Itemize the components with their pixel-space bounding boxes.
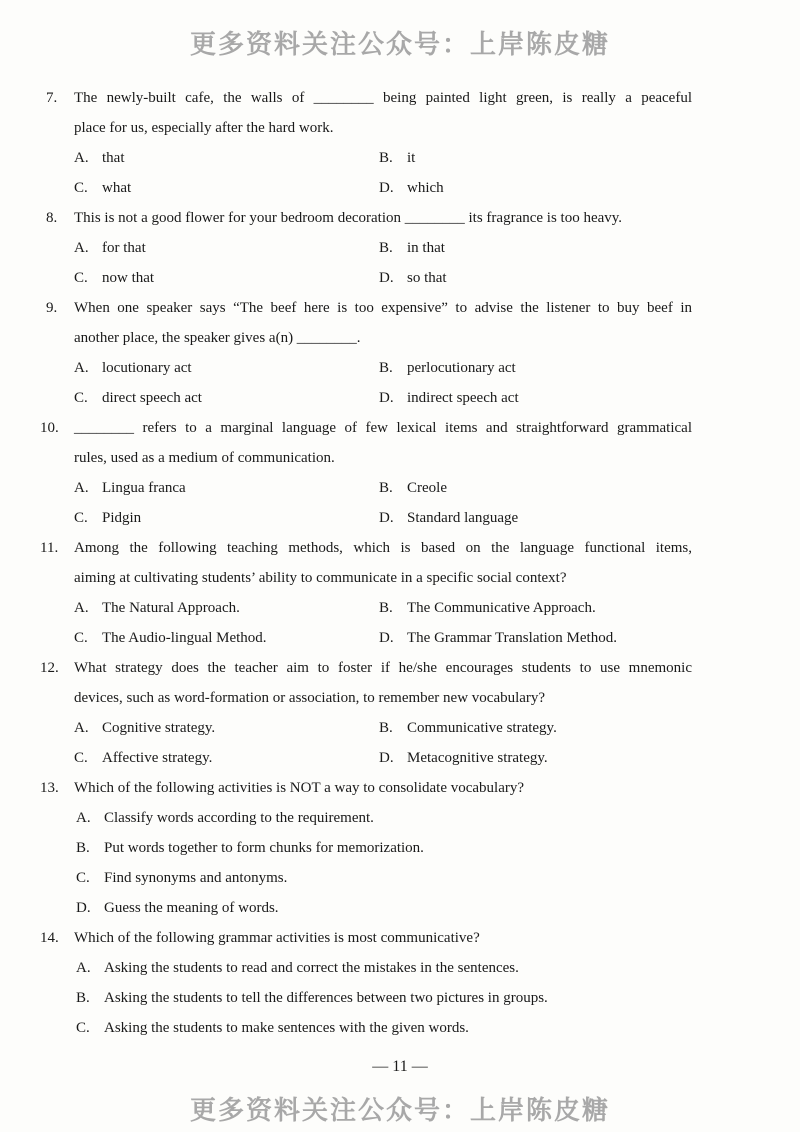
option-text: indirect speech act (407, 390, 519, 406)
option-text: Affective strategy. (102, 750, 213, 766)
options-row (0, 143, 800, 173)
option-text: Asking the students to tell the differences between two pictures in groups. (104, 990, 548, 1006)
option-text: Put words together to form chunks for memorization. (104, 840, 424, 856)
option-text: Standard language (407, 510, 519, 526)
option-text: Find synonyms and antonyms. (104, 870, 288, 886)
option-b (379, 473, 447, 503)
option-letter: C. (76, 870, 90, 886)
question-text: The newly-built cafe, the walls of ________ being painted light green, is really a peaceful (74, 90, 692, 106)
question-text: aiming at cultivating students’ ability to communicate in a specific social context? (74, 570, 567, 586)
option-b (76, 983, 548, 1013)
question-number: 7. (46, 90, 58, 106)
options-row (0, 713, 800, 743)
options-row (0, 863, 800, 893)
options-row (0, 263, 800, 293)
option-letter: C. (74, 270, 88, 286)
option-a (74, 143, 125, 173)
option-letter: B. (379, 360, 393, 376)
question-line (0, 923, 800, 953)
question-text: Among the following teaching methods, which is based on the language functional items, (74, 540, 692, 556)
question-10 (0, 413, 800, 533)
option-letter: C. (74, 750, 88, 766)
option-text: Pidgin (102, 510, 142, 526)
options-row (0, 803, 800, 833)
option-letter: A. (74, 150, 89, 166)
option-text: direct speech act (102, 390, 202, 406)
question-line (0, 203, 800, 233)
options-row (0, 623, 800, 653)
option-text: that (102, 150, 125, 166)
options-row (0, 383, 800, 413)
option-text: The Natural Approach. (102, 600, 240, 616)
question-line (0, 413, 800, 443)
question-line (0, 293, 800, 323)
option-b (379, 713, 557, 743)
question-text: Which of the following grammar activities is most communicative? (74, 930, 480, 946)
option-a (76, 803, 374, 833)
question-line (0, 323, 800, 353)
question-14 (0, 923, 800, 1043)
option-letter: A. (74, 240, 89, 256)
option-b (379, 233, 445, 263)
question-text: What strategy does the teacher aim to foster if he/she encourages students to use mnemonic (74, 660, 692, 676)
option-c (74, 173, 131, 203)
option-letter: B. (379, 480, 393, 496)
option-text: Asking the students to make sentences with the given words. (104, 1020, 469, 1036)
question-number: 12. (40, 660, 59, 676)
option-b (379, 143, 415, 173)
option-text: Cognitive strategy. (102, 720, 216, 736)
options-row (0, 353, 800, 383)
option-letter: B. (76, 840, 90, 856)
question-text: rules, used as a medium of communication. (74, 450, 335, 466)
option-text: The Communicative Approach. (407, 600, 596, 616)
question-text: place for us, especially after the hard work. (74, 120, 334, 136)
option-letter: A. (76, 960, 91, 976)
question-line (0, 683, 800, 713)
option-text: The Audio-lingual Method. (102, 630, 267, 646)
option-letter: C. (74, 630, 88, 646)
question-text: another place, the speaker gives a(n) ________. (74, 330, 361, 346)
option-b (76, 833, 424, 863)
option-letter: B. (379, 720, 393, 736)
option-d (76, 893, 279, 923)
option-text: now that (102, 270, 155, 286)
question-number: 9. (46, 300, 58, 316)
option-letter: B. (379, 600, 393, 616)
option-text: Lingua franca (102, 480, 186, 496)
question-line (0, 443, 800, 473)
options-row (0, 983, 800, 1013)
option-a (74, 713, 215, 743)
option-c (74, 383, 202, 413)
question-text: Which of the following activities is NOT a way to consolidate vocabulary? (74, 780, 525, 796)
option-a (74, 593, 240, 623)
option-letter: C. (74, 390, 88, 406)
options-row (0, 173, 800, 203)
option-d (379, 623, 617, 653)
question-list (0, 83, 800, 1043)
option-text: it (407, 150, 416, 166)
option-c (74, 263, 154, 293)
options-row (0, 593, 800, 623)
option-letter: A. (74, 720, 89, 736)
option-d (379, 503, 518, 533)
option-letter: C. (76, 1020, 90, 1036)
page-number: — 11 — (372, 1058, 428, 1075)
option-d (379, 263, 447, 293)
question-11 (0, 533, 800, 653)
option-c (76, 863, 287, 893)
option-text: locutionary act (102, 360, 192, 376)
option-text: so that (407, 270, 447, 286)
options-row (0, 833, 800, 863)
option-text: in that (407, 240, 445, 256)
option-letter: D. (379, 270, 394, 286)
option-text: Guess the meaning of words. (104, 900, 279, 916)
option-letter: B. (379, 150, 393, 166)
option-text: Creole (407, 480, 447, 496)
question-12 (0, 653, 800, 773)
options-row (0, 953, 800, 983)
option-text: Communicative strategy. (407, 720, 557, 736)
option-b (379, 353, 516, 383)
option-b (379, 593, 596, 623)
option-c (74, 743, 212, 773)
options-row (0, 503, 800, 533)
option-letter: A. (76, 810, 91, 826)
question-text: When one speaker says “The beef here is too expensive” to advise the listener to buy beef in (74, 300, 692, 316)
question-line (0, 533, 800, 563)
option-letter: D. (379, 180, 394, 196)
question-number: 14. (40, 930, 59, 946)
option-text: Asking the students to read and correct the mistakes in the sentences. (104, 960, 519, 976)
question-line (0, 113, 800, 143)
option-text: perlocutionary act (407, 360, 516, 376)
option-text: Classify words according to the requirement. (104, 810, 374, 826)
question-line (0, 563, 800, 593)
option-letter: D. (379, 630, 394, 646)
option-letter: A. (74, 480, 89, 496)
watermark-header: 更多资料关注公众号：上岸陈皮糖 (189, 30, 610, 60)
options-row (0, 893, 800, 923)
question-number: 13. (40, 780, 59, 796)
question-text: This is not a good flower for your bedroom decoration ________ its fragrance is too heavy. (74, 210, 623, 226)
option-a (74, 473, 186, 503)
question-13 (0, 773, 800, 923)
option-letter: D. (76, 900, 91, 916)
question-7 (0, 83, 800, 203)
option-a (74, 233, 146, 263)
question-line (0, 773, 800, 803)
option-text: The Grammar Translation Method. (407, 630, 617, 646)
question-9 (0, 293, 800, 413)
question-line (0, 653, 800, 683)
question-8 (0, 203, 800, 293)
option-a (76, 953, 519, 983)
option-d (379, 743, 548, 773)
option-a (74, 353, 192, 383)
option-c (74, 623, 267, 653)
question-text: ________ refers to a marginal language of few lexical items and straightforward grammatical (74, 420, 692, 436)
options-row (0, 1013, 800, 1043)
question-line (0, 83, 800, 113)
option-c (76, 1013, 469, 1043)
option-c (74, 503, 141, 533)
option-letter: A. (74, 360, 89, 376)
option-letter: C. (74, 180, 88, 196)
options-row (0, 743, 800, 773)
question-number: 10. (40, 420, 59, 436)
option-text: Metacognitive strategy. (407, 750, 548, 766)
option-d (379, 173, 444, 203)
question-number: 11. (40, 540, 59, 556)
options-row (0, 473, 800, 503)
options-row (0, 233, 800, 263)
question-text: devices, such as word-formation or association, to remember new vocabulary? (74, 690, 546, 706)
option-letter: A. (74, 600, 89, 616)
option-letter: C. (74, 510, 88, 526)
option-text: which (407, 180, 444, 196)
option-letter: D. (379, 750, 394, 766)
option-letter: D. (379, 510, 394, 526)
watermark-footer: 更多资料关注公众号：上岸陈皮糖 (189, 1096, 610, 1126)
option-letter: D. (379, 390, 394, 406)
option-letter: B. (76, 990, 90, 1006)
option-text: for that (102, 240, 146, 256)
option-d (379, 383, 519, 413)
question-number: 8. (46, 210, 58, 226)
option-letter: B. (379, 240, 393, 256)
option-text: what (102, 180, 132, 196)
